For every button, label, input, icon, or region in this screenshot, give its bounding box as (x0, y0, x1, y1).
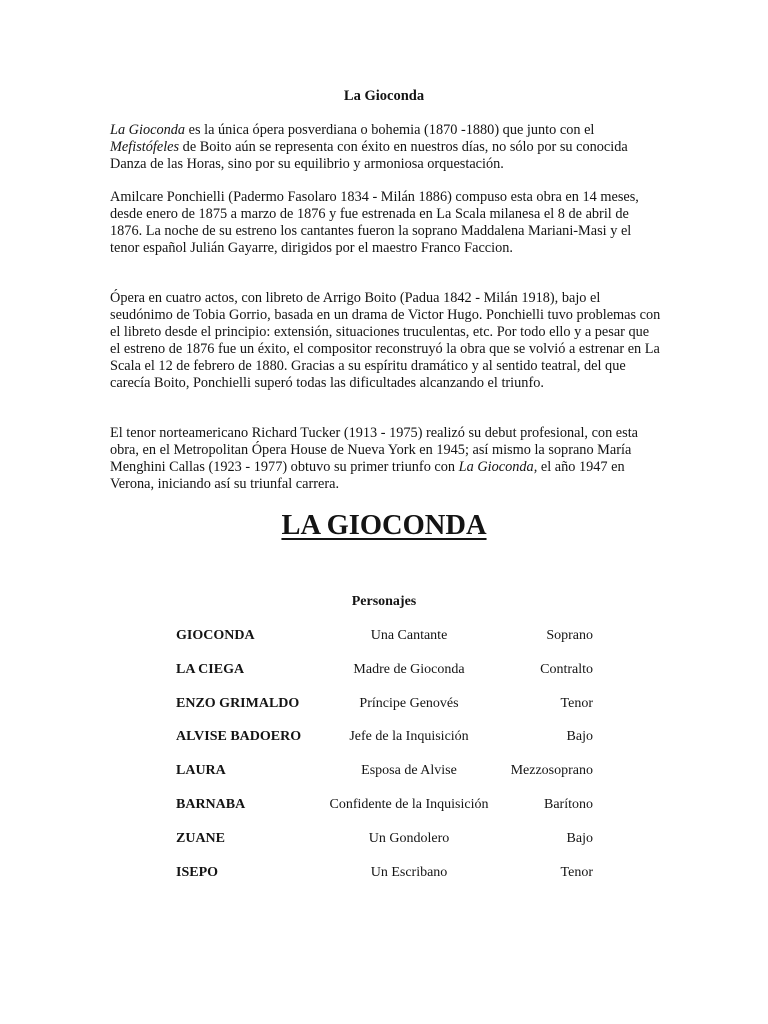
cast-character-role: Un Gondolero (368, 830, 450, 846)
cast-character-role: Madre de Gioconda (353, 661, 465, 677)
cast-row (176, 661, 596, 695)
opera-title-italic: La Gioconda (110, 122, 186, 138)
cast-character-name: ISEPO (176, 864, 219, 880)
paragraph-intro (110, 122, 662, 173)
paragraph-performers (110, 425, 662, 493)
paragraph-libretto: Ópera en cuatro actos, con libreto de Arrigo Boito (Padua 1842 - Milán 1918), bajo el seudónimo de Tobia Gorrio, basada en un drama de Victor Hugo. Ponchielli tuvo problemas con el libreto desde el principio: extensión, situaciones truculentas, etc. Por todo ello y a pesar que el estreno de 1876 fue un éxito, el compositor reconstruyó la obra que se volvió a estrenar en La Scala el 12 de febrero de 1880. Gracias a su espíritu dramático y al sentido teatral, del que carecía Boito, Ponchielli superó todas las dificultades alcanzando el triunfo. (110, 290, 661, 391)
cast-character-role: Confidente de la Inquisición (329, 796, 489, 812)
paragraph-text: El tenor norteamericano Richard Tucker (1913 - 1975) realizó su debut profesional, con esta obra, en el Metropolitan Ópera House de Nueva York en 1945; así mismo la soprano María Menghini Callas (1923 - 1977) obtuvo su primer triunfo con (110, 425, 639, 475)
paragraph-text: es la única ópera posverdiana o bohemia (1870 -1880) que junto con el (185, 122, 595, 138)
cast-character-role: Un Escribano (370, 864, 448, 880)
cast-character-name: LA CIEGA (176, 661, 245, 677)
cast-table (176, 627, 596, 897)
cast-row (176, 762, 596, 796)
cast-character-role: Una Cantante (370, 628, 448, 643)
cast-row (176, 830, 596, 864)
cast-character-name: ALVISE BADOERO (176, 729, 302, 745)
cast-character-name: ENZO GRIMALDO (176, 695, 300, 711)
work-title-italic: Mefistófeles (110, 138, 180, 155)
cast-row (176, 864, 596, 898)
cast-row (176, 627, 596, 661)
cast-character-role: Esposa de Alvise (361, 763, 457, 779)
cast-row (176, 796, 596, 830)
cast-row (176, 695, 596, 729)
document-title: La Gioconda (343, 88, 425, 104)
cast-voice-type: Barítono (544, 796, 593, 812)
cast-character-name: LAURA (176, 763, 226, 779)
cast-voice-type: Tenor (560, 695, 593, 711)
cast-character-role: Príncipe Genovés (359, 695, 459, 711)
cast-heading: Personajes (351, 594, 417, 609)
cast-character-name: BARNABA (176, 796, 246, 812)
opera-title-italic: La Gioconda, (458, 458, 538, 475)
cast-voice-type: Bajo (566, 729, 593, 745)
cast-voice-type: Tenor (560, 864, 593, 880)
cast-voice-type: Soprano (546, 628, 593, 643)
cast-voice-type: Mezzosoprano (510, 763, 593, 779)
cast-voice-type: Bajo (566, 830, 593, 846)
main-heading: LA GIOCONDA (281, 510, 487, 541)
paragraph-text: de Boito aún se representa con éxito en nuestros días, no sólo por su conocida Danza de las Horas, sino por su equilibrio y armoniosa orquestación. (110, 138, 628, 172)
cast-row (176, 728, 596, 762)
cast-character-name: GIOCONDA (176, 628, 255, 643)
cast-voice-type: Contralto (540, 661, 593, 677)
cast-character-name: ZUANE (176, 830, 226, 846)
paragraph-text: el año 1947 en Verona, iniciando así su triunfal carrera. (110, 458, 625, 492)
paragraph-composer: Amilcare Ponchielli (Padermo Fasolaro 1834 - Milán 1886) compuso esta obra en 14 meses, desde enero de 1875 a marzo de 1876 y fue estrenada en La Scala milanesa el 8 de abril de 1876. La noche de su estreno los cantantes fueron la soprano Maddalena Mariani-Masi y el tenor español Julián Gayarre, dirigidos por el maestro Franco Faccion. (110, 189, 639, 256)
cast-character-role: Jefe de la Inquisición (349, 729, 469, 745)
